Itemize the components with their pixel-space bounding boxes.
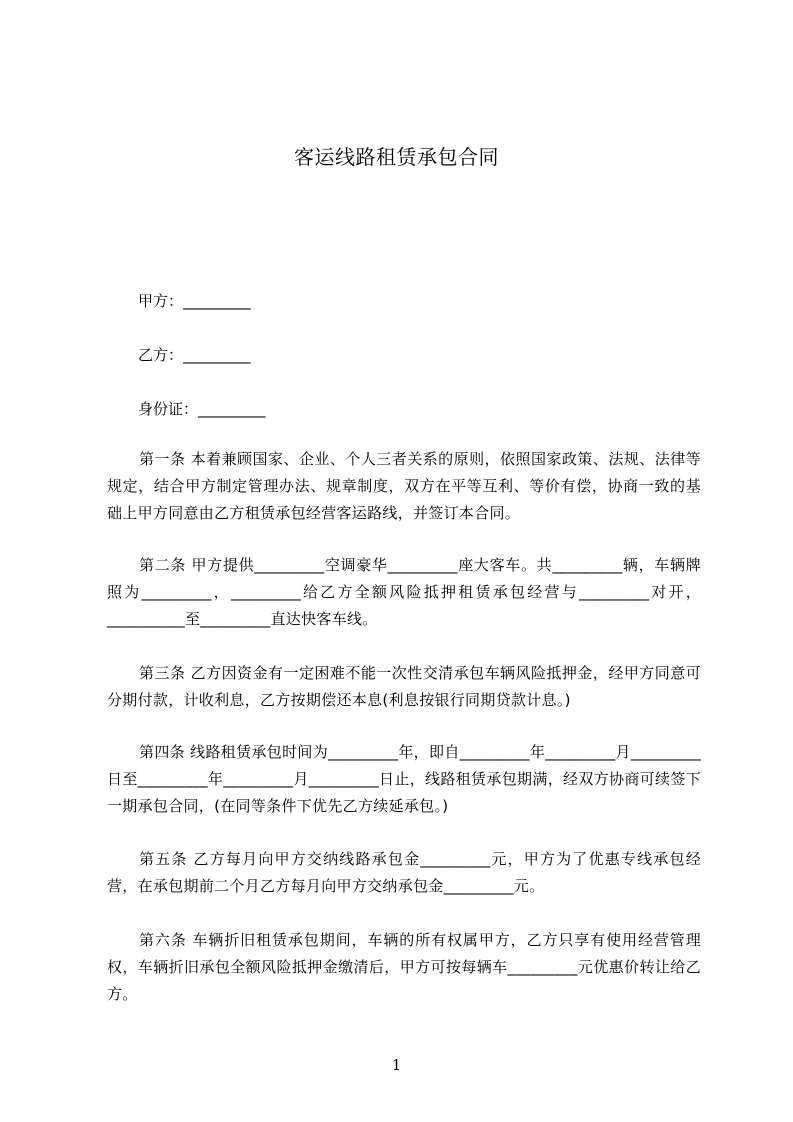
- clause-1: 第一条 本着兼顾国家、企业、个人三者关系的原则，依照国家政策、法规、法律等规定，结合甲方制定管理办法、规章制度，双方在平等互利、等价有偿，协商一致的基础上甲方同意由乙方租赁承包经营客运路线，并签订本合同。: [107, 450, 701, 522]
- page-number: 1: [391, 1056, 402, 1074]
- party-b-field: 乙方：_________: [138, 346, 251, 364]
- clause-4: 第四条 线路租赁承包时间为_________年，即自_________年_________月_________日至_________年_________月_________日止，线路租赁承包期满，经双方协商可续签下一期承包合同，(在同等条件下优先乙方续延承包。): [107, 743, 701, 815]
- clause-6: 第六条 车辆折旧租赁承包期间，车辆的所有权属甲方，乙方只享有使用经营管理权，车辆折旧承包全额风险抵押金缴清后，甲方可按每辆车_________元优惠价转让给乙方。: [107, 931, 701, 1003]
- clause-3: 第三条 乙方因资金有一定困难不能一次性交清承包车辆风险抵押金，经甲方同意可分期付款，计收利息，乙方按期偿还本息(利息按银行同期贷款计息。): [107, 664, 701, 709]
- id-card-field: 身份证：_________: [138, 400, 266, 418]
- party-a-field: 甲方：_________: [138, 292, 251, 310]
- clause-2: 第二条 甲方提供_________空调豪华_________座大客车。共_________辆，车辆牌照为_________，_________给乙方全额风险抵押租赁承包经营与_________对开，__________至_________直达快客车线。: [107, 556, 701, 628]
- clause-5: 第五条 乙方每月向甲方交纳线路承包金_________元，甲方为了优惠专线承包经营，在承包期前二个月乙方每月向甲方交纳承包金_________元。: [107, 850, 701, 895]
- document-title: 客运线路租赁承包合同: [294, 145, 499, 169]
